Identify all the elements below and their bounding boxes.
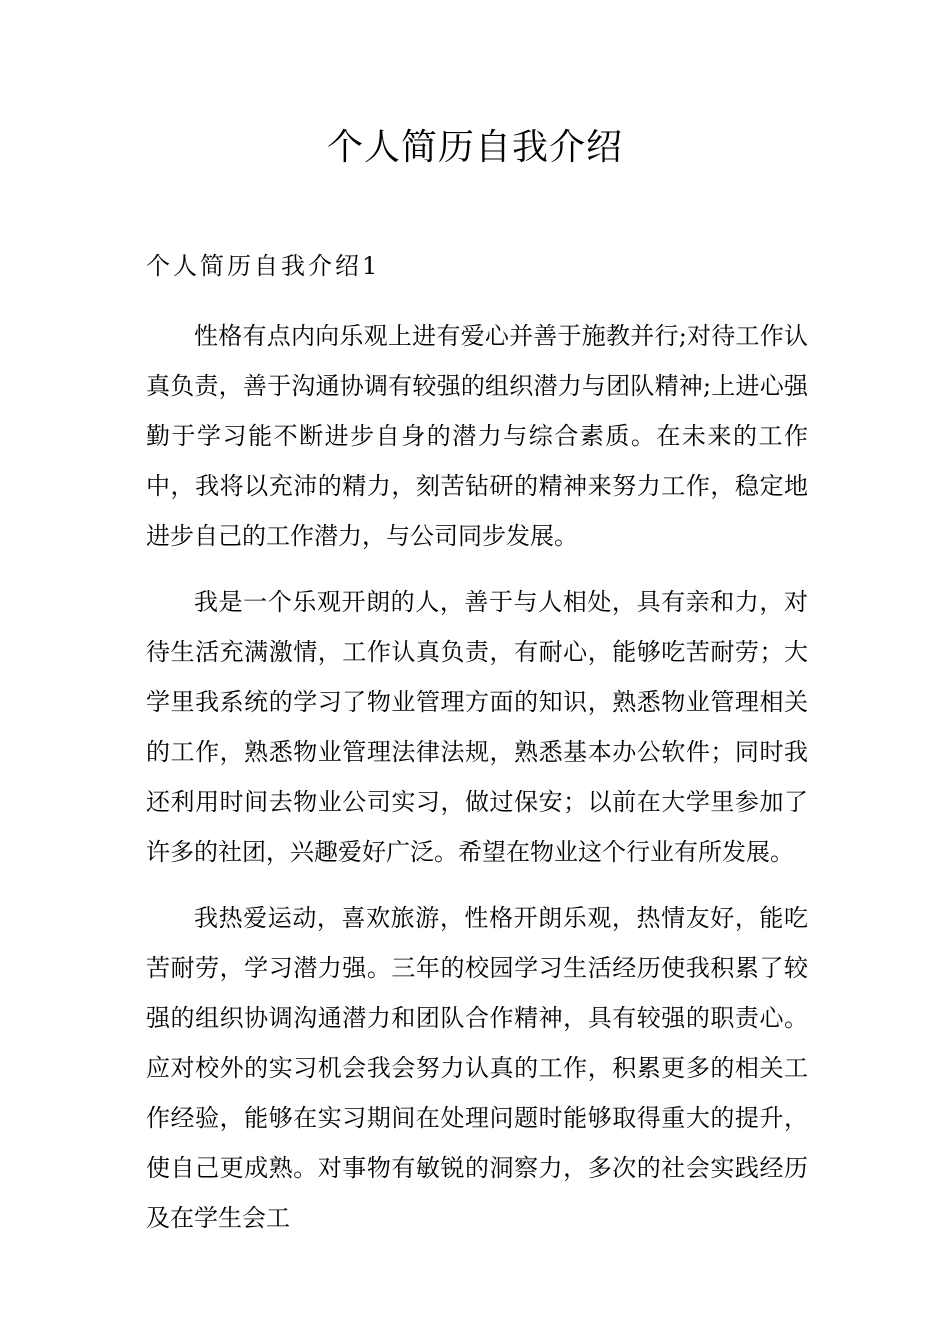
paragraph-1: 性格有点内向乐观上进有爱心并善于施教并行;对待工作认真负责，善于沟通协调有较强的组织潜力与团队精神;上进心强勤于学习能不断进步自身的潜力与综合素质。在未来的工作中，我将以充沛的精力，刻苦钻研的精神来努力工作，稳定地进步自己的工作潜力，与公司同步发展。 — [146, 322, 808, 550]
paragraph-3: 我热爱运动，喜欢旅游，性格开朗乐观，热情友好，能吃苦耐劳，学习潜力强。三年的校园学习生活经历使我积累了较强的组织协调沟通潜力和团队合作精神，具有较强的职责心。应对校外的实习机会我会努力认真的工作，积累更多的相关工作经验，能够在实习期间在处理问题时能够取得重大的提升，使自己更成熟。对事物有敏锐的洞察力，多次的社会实践经历及在学生会工 — [146, 904, 808, 1232]
section-heading: 个人简历自我介绍1 — [146, 252, 381, 280]
paragraph-2: 我是一个乐观开朗的人，善于与人相处，具有亲和力，对待生活充满激情，工作认真负责，有耐心，能够吃苦耐劳；大学里我系统的学习了物业管理方面的知识，熟悉物业管理相关的工作，熟悉物业管理法律法规，熟悉基本办公软件；同时我还利用时间去物业公司实习，做过保安；以前在大学里参加了许多的社团，兴趣爱好广泛。希望在物业这个行业有所发展。 — [146, 588, 808, 866]
document-title: 个人简历自我介绍 — [326, 127, 623, 168]
